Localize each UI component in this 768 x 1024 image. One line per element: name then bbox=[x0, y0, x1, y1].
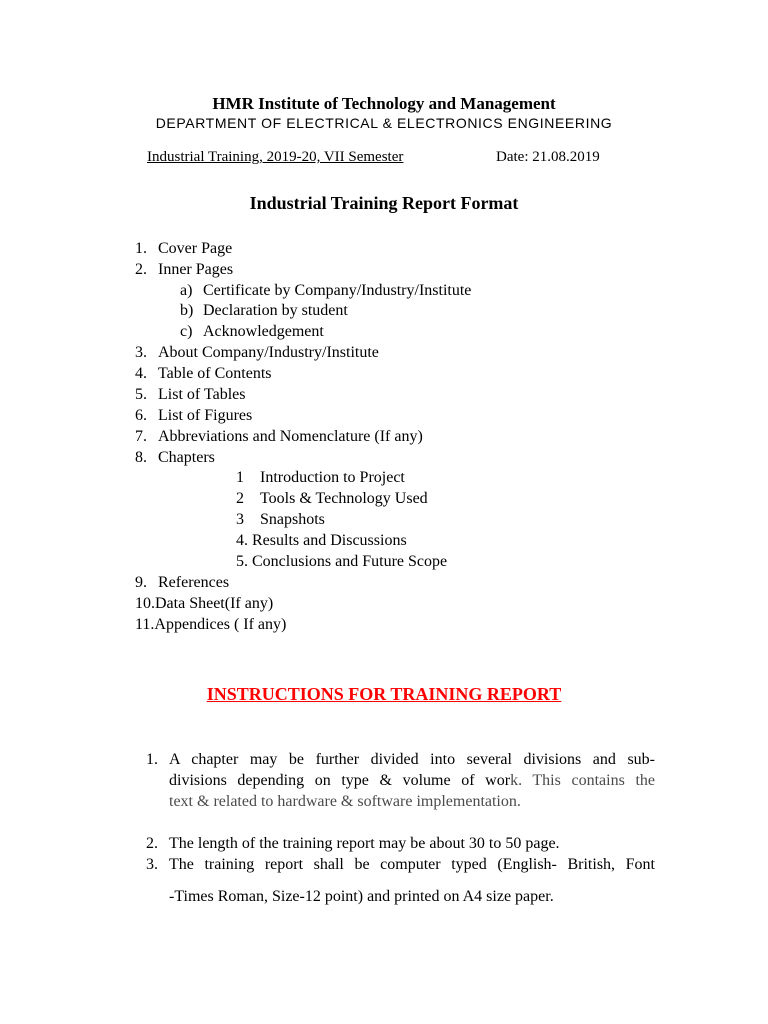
report-title: Industrial Training Report Format bbox=[249, 193, 519, 213]
list-item: 9. References bbox=[135, 574, 230, 591]
list-item: 1. Cover Page bbox=[135, 240, 233, 257]
list-item: 7. Abbreviations and Nomenclature (If any) bbox=[135, 428, 423, 445]
department-name: DEPARTMENT OF ELECTRICAL & ELECTRONICS ENGINEERING bbox=[155, 115, 613, 131]
list-item: 5. List of Tables bbox=[135, 386, 246, 403]
instructions-title: INSTRUCTIONS FOR TRAINING REPORT bbox=[206, 684, 562, 704]
chapter-item: 5. Conclusions and Future Scope bbox=[236, 553, 448, 570]
chapter-item: 4. Results and Discussions bbox=[236, 532, 407, 549]
training-info: Industrial Training, 2019-20, VII Semester bbox=[147, 149, 404, 165]
list-item: 4. Table of Contents bbox=[135, 365, 272, 382]
instruction-text: The length of the training report may be about 30 to 50 page. bbox=[169, 835, 560, 852]
list-item: a) Certificate by Company/Industry/Institute bbox=[180, 282, 472, 299]
instruction-text: divisions depending on type & volume of work. This contains the bbox=[169, 772, 655, 789]
instruction-number: 3. bbox=[146, 856, 158, 873]
instruction-text: text & related to hardware & software implementation. bbox=[169, 793, 521, 810]
institute-name: HMR Institute of Technology and Management bbox=[212, 94, 556, 113]
list-item: 3. About Company/Industry/Institute bbox=[135, 344, 379, 361]
instruction-text: A chapter may be further divided into several divisions and sub- bbox=[169, 751, 655, 768]
instruction-number: 1. bbox=[146, 751, 158, 768]
instruction-number: 2. bbox=[146, 835, 158, 852]
chapter-item: 1 Introduction to Project bbox=[236, 469, 405, 486]
list-item: 10.Data Sheet(If any) bbox=[135, 595, 274, 612]
chapter-item: 2 Tools & Technology Used bbox=[236, 490, 428, 507]
list-item: b) Declaration by student bbox=[180, 302, 348, 319]
list-item: c) Acknowledgement bbox=[180, 323, 324, 340]
instruction-text: The training report shall be computer typed (English- British, Font bbox=[169, 856, 655, 873]
report-date: Date: 21.08.2019 bbox=[496, 149, 600, 165]
list-item: 11.Appendices ( If any) bbox=[135, 616, 287, 633]
list-item: 6. List of Figures bbox=[135, 407, 253, 424]
list-item: 8. Chapters bbox=[135, 449, 215, 466]
instruction-text: -Times Roman, Size-12 point) and printed on A4 size paper. bbox=[169, 888, 554, 905]
chapter-item: 3 Snapshots bbox=[236, 511, 325, 528]
list-item: 2. Inner Pages bbox=[135, 261, 234, 278]
